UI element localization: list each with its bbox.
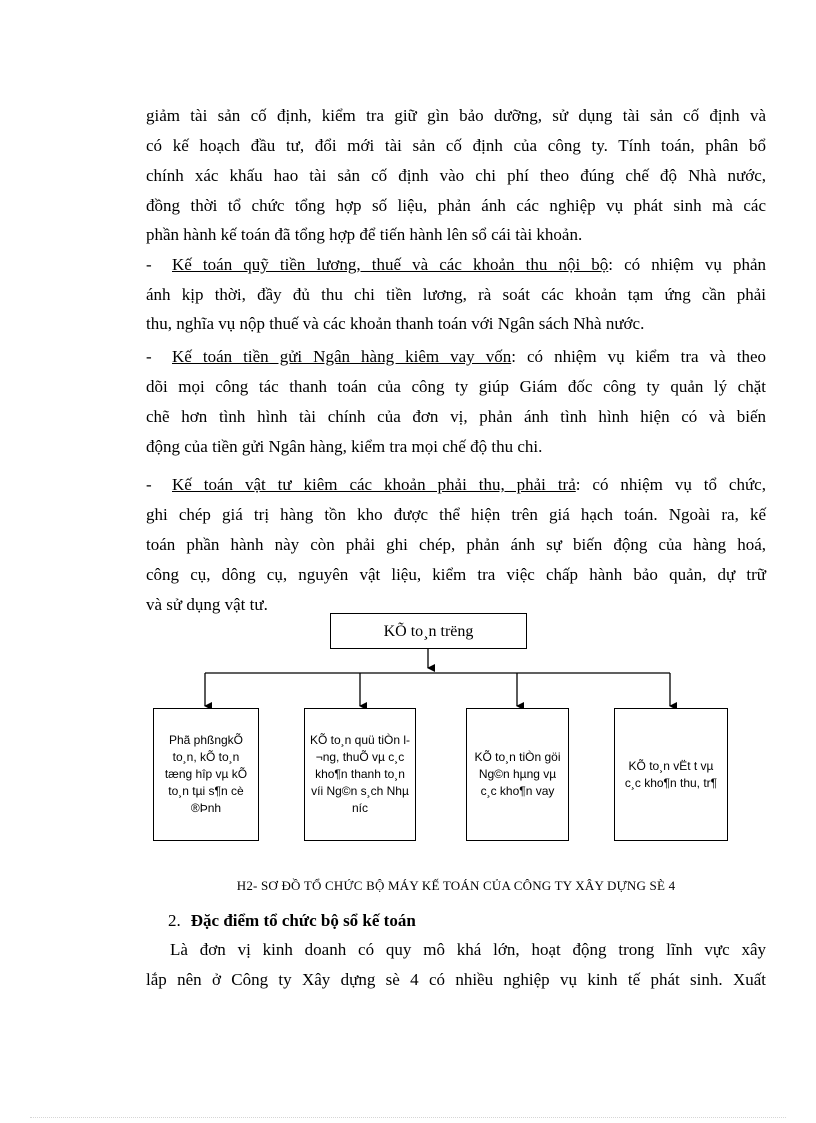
section-title: Đặc điểm tổ chức bộ sổ kế toán [190, 911, 416, 930]
item-salary-first-line: - Kế toán quỹ tiền lương, thuế và các khoản thu nội bộ: có nhiệm vụ phản [146, 255, 766, 274]
intro-line: chính xác khấu hao tài sản cố định vào chi phí theo đúng chế độ Nhà nước, [146, 166, 766, 185]
item-materials-line: ghi chép giá trị hàng tồn kho được thể hiện trên giá hạch toán. Ngoài ra, kế [146, 505, 766, 524]
item-salary-title: Kế toán quỹ tiền lương, thuế và các khoản thu nội bộ [172, 255, 609, 274]
closing-line: Là đơn vị kinh doanh có quy mô khá lớn, hoạt động trong lĩnh vực xây [170, 940, 766, 959]
item-materials-line: và sử dụng vật tư. [146, 595, 268, 614]
org-box-chief-accountant: KÕ to¸n trëng [330, 613, 527, 649]
org-box-bank-loan: KÕ to¸n tiÒn göi Ng©n hµng vµ c¸c kho¶n vay [466, 708, 569, 841]
section-heading [168, 906, 416, 936]
item-materials-line: công cụ, dông cụ, nguyên vật liệu, kiểm tra việc chấp hành bảo quản, dự trữ [146, 565, 766, 584]
intro-line: giảm tài sản cố định, kiểm tra giữ gìn bảo dưỡng, sử dụng tài sản cố định và [146, 106, 766, 125]
org-box-materials: KÕ to¸n vËt t vµ c¸c kho¶n thu, tr¶ [614, 708, 728, 841]
intro-line: phần hành kế toán đã tổng hợp để tiến hành lên sổ cái tài khoản. [146, 225, 583, 244]
item-materials-line: toán phần hành này còn phải ghi chép, phản ánh sự biến động của hàng hoá, [146, 535, 766, 554]
page-bottom-rule [30, 1117, 786, 1118]
item-bank-line: động của tiền gửi Ngân hàng, kiểm tra mọi chế độ thu chi. [146, 437, 543, 456]
item-salary-line: ánh kịp thời, đầy đủ thu chi tiền lương, rà soát các khoản tạm ứng cần phải [146, 285, 766, 304]
intro-line: đồng thời tổ chức tổng hợp số liệu, phản ánh các nghiệp vụ phát sinh mà các [146, 196, 766, 215]
figure-caption: H2- SƠ ĐỒ TỔ CHỨC BỘ MÁY KẾ TOÁN CỦA CÔNG TY XÂY DỰNG SÈ 4 [236, 878, 676, 893]
item-bank-first-line: - Kế toán tiền gửi Ngân hàng kiêm vay vốn: có nhiệm vụ kiểm tra và theo [146, 347, 766, 366]
item-materials-first-line: - Kế toán vật tư kiêm các khoản phải thu, phải trả: có nhiệm vụ tổ chức, [146, 475, 766, 494]
org-box-deputy-head: Phã phßngkÕ to¸n, kÕ to¸n tæng hîp vµ kÕ to¸n tµi s¶n cè ®Þnh [153, 708, 259, 841]
item-bank-line: dõi mọi công tác thanh toán của công ty giúp Giám đốc công ty quản lý chặt [146, 377, 766, 396]
item-bank-title: Kế toán tiền gửi Ngân hàng kiêm vay vốn [172, 347, 512, 366]
item-salary-line: thu, nghĩa vụ nộp thuế và các khoản thanh toán với Ngân sách Nhà nước. [146, 314, 645, 333]
closing-line: lắp nên ở Công ty Xây dựng sè 4 có nhiều nghiệp vụ kinh tế phát sinh. Xuất [146, 970, 766, 989]
intro-line: có kế hoạch đầu tư, đổi mới tài sản cố định của công ty. Tính toán, phân bổ [146, 136, 766, 155]
item-materials-title: Kế toán vật tư kiêm các khoản phải thu, phải trả [172, 475, 576, 494]
item-bank-line: chẽ hơn tình hình tài chính của đơn vị, phản ánh tình hình hiện có và biến [146, 407, 766, 426]
section-number: 2. [168, 911, 181, 930]
org-box-salary-tax: KÕ to¸n quü tiÒn l¬ng, thuÕ vµ c¸c kho¶n thanh to¸n víi Ng©n s¸ch Nhµ níc [304, 708, 416, 841]
